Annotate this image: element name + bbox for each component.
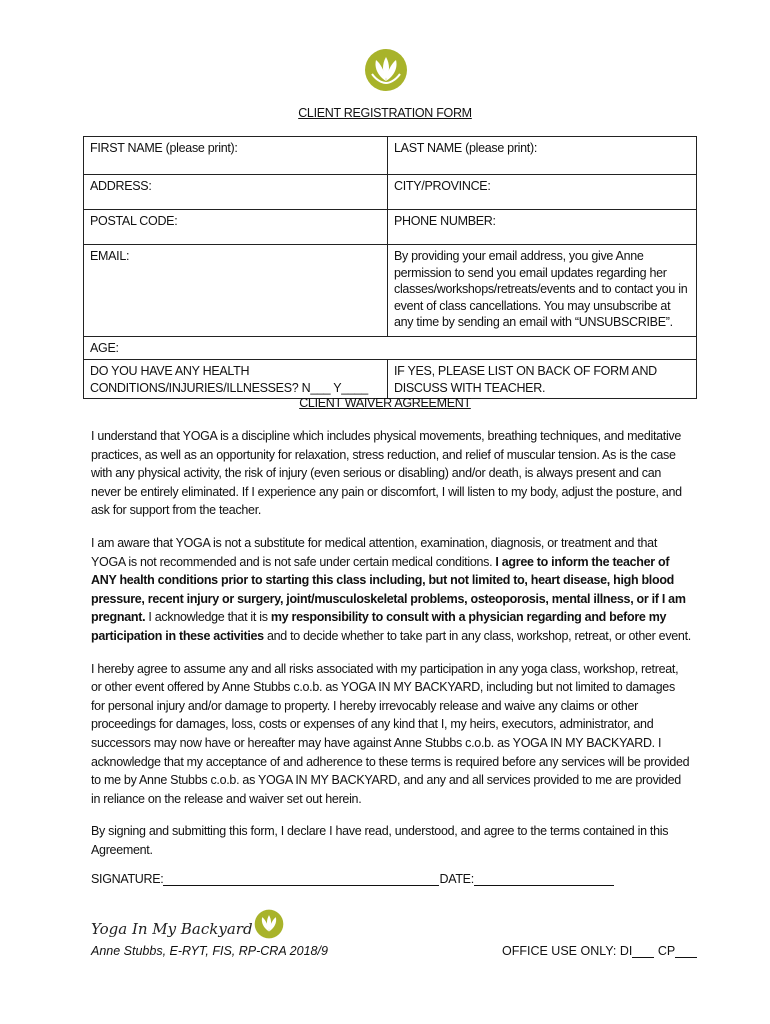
health-conditions-note (388, 360, 697, 399)
p2-text-c: I acknowledge that it is (145, 610, 271, 625)
p2-text-e: and to decide whether to take part in any class, workshop, retreat, or other event. (263, 628, 691, 643)
health-note-line-1: IF YES, PLEASE LIST ON BACK OF FORM AND (394, 364, 657, 378)
first-name-field[interactable]: FIRST NAME (please print): (84, 137, 388, 175)
waiver-paragraph-1: I understand that YOGA is a discipline which includes physical movements, breathing techniques, and meditative practices, as well as an opportunity for relaxation, stress reduction, and relief of muscular tension. As is the case with any physical activity, the risk of injury (even serious or disabling) and/or death, is always present and can never be entirely eliminated. If I experience any pain or discomfort, I will listen to my body, adjust the posture, and ask for support from the teacher. (91, 429, 682, 518)
last-name-field[interactable]: LAST NAME (please print): (388, 137, 697, 175)
waiver-title: CLIENT WAIVER AGREEMENT (299, 396, 471, 410)
office-label: OFFICE USE ONLY: DI (502, 944, 633, 958)
p2-bold-health: I agree to inform the teacher of ANY health conditions prior to starting this class including, but not limited to, heart disease, high blood pressure, recent injury or surgery, joint/musculoskeletal problems, osteoporosis, mental illness, or if I am pregnant. (91, 554, 686, 625)
form-title: CLIENT REGISTRATION FORM (298, 106, 472, 120)
waiver-body (91, 427, 691, 873)
health-question-line-1: DO YOU HAVE ANY HEALTH (90, 364, 250, 378)
age-field[interactable]: AGE: (84, 337, 697, 360)
waiver-paragraph-3: I hereby agree to assume any and all risks associated with my participation in any yoga class, workshop, retreat, or other event offered by Anne Stubbs c.o.b. as YOGA IN MY BACKYARD, including but not limited to damages for personal injury and/or damage to property. I hereby irrevocably release and waive any claims or other proceedings for damages, loss, costs or expenses of any kind that I, my heirs, executors, administrator, and successors may now have or hereafter may have against Anne Stubbs c.o.b. as YOGA IN MY BACKYARD. I acknowledge that my acceptance of and adherence to these terms is required before any services will be provided to me by Anne Stubbs c.o.b. as YOGA IN MY BACKYARD, and any and all services provided to me are provided in reliance on the release and waiver set out herein. (91, 661, 690, 806)
health-note-line-2: DISCUSS WITH TEACHER. (394, 380, 546, 395)
email-consent-note: By providing your email address, you give Anne permission to send you email updates regarding her classes/workshops/retreats/events and to contact you in event of class cancellations. You may unsubscribe at any time by sending an email with “UNSUBSCRIBE”. (388, 245, 697, 337)
office-cp-blank[interactable] (675, 945, 697, 958)
signature-label: SIGNATURE: (91, 872, 164, 886)
address-field[interactable]: ADDRESS: (84, 175, 388, 210)
health-question-line-2: CONDITIONS/INJURIES/ILLNESSES? N___ Y____ (90, 380, 368, 395)
postal-code-field[interactable]: POSTAL CODE: (84, 210, 388, 245)
lotus-logo-icon (364, 48, 408, 92)
date-label: DATE: (439, 872, 474, 886)
brand-name: Yoga In My Backyard (91, 920, 253, 938)
office-cp-label: CP (657, 944, 676, 958)
city-province-field[interactable]: CITY/PROVINCE: (388, 175, 697, 210)
phone-number-field[interactable]: PHONE NUMBER: (388, 210, 697, 245)
p2-bold-responsibility: my responsibility to consult with a physician regarding and before my participation in these activities (91, 610, 667, 643)
office-use-only (502, 944, 697, 958)
p2-text-a: I am aware that YOGA is not a substitute for medical attention, examination, diagnosis, or treatment and that YOGA is not recommended and is not safe under certain medical conditions. (91, 535, 658, 569)
signature-line[interactable] (163, 873, 439, 886)
health-conditions-question[interactable] (84, 360, 388, 399)
date-line[interactable] (474, 873, 614, 886)
waiver-paragraph-2 (91, 534, 691, 646)
office-di-blank[interactable] (632, 945, 654, 958)
registration-table (83, 136, 697, 399)
signature-row (91, 872, 614, 886)
email-field[interactable]: EMAIL: (84, 245, 388, 337)
waiver-paragraph-4: By signing and submitting this form, I declare I have read, understood, and agree to the terms contained in this Agreement. (91, 824, 669, 857)
lotus-icon (254, 909, 284, 939)
credentials: Anne Stubbs, E-RYT, FIS, RP-CRA 2018/9 (91, 944, 328, 958)
